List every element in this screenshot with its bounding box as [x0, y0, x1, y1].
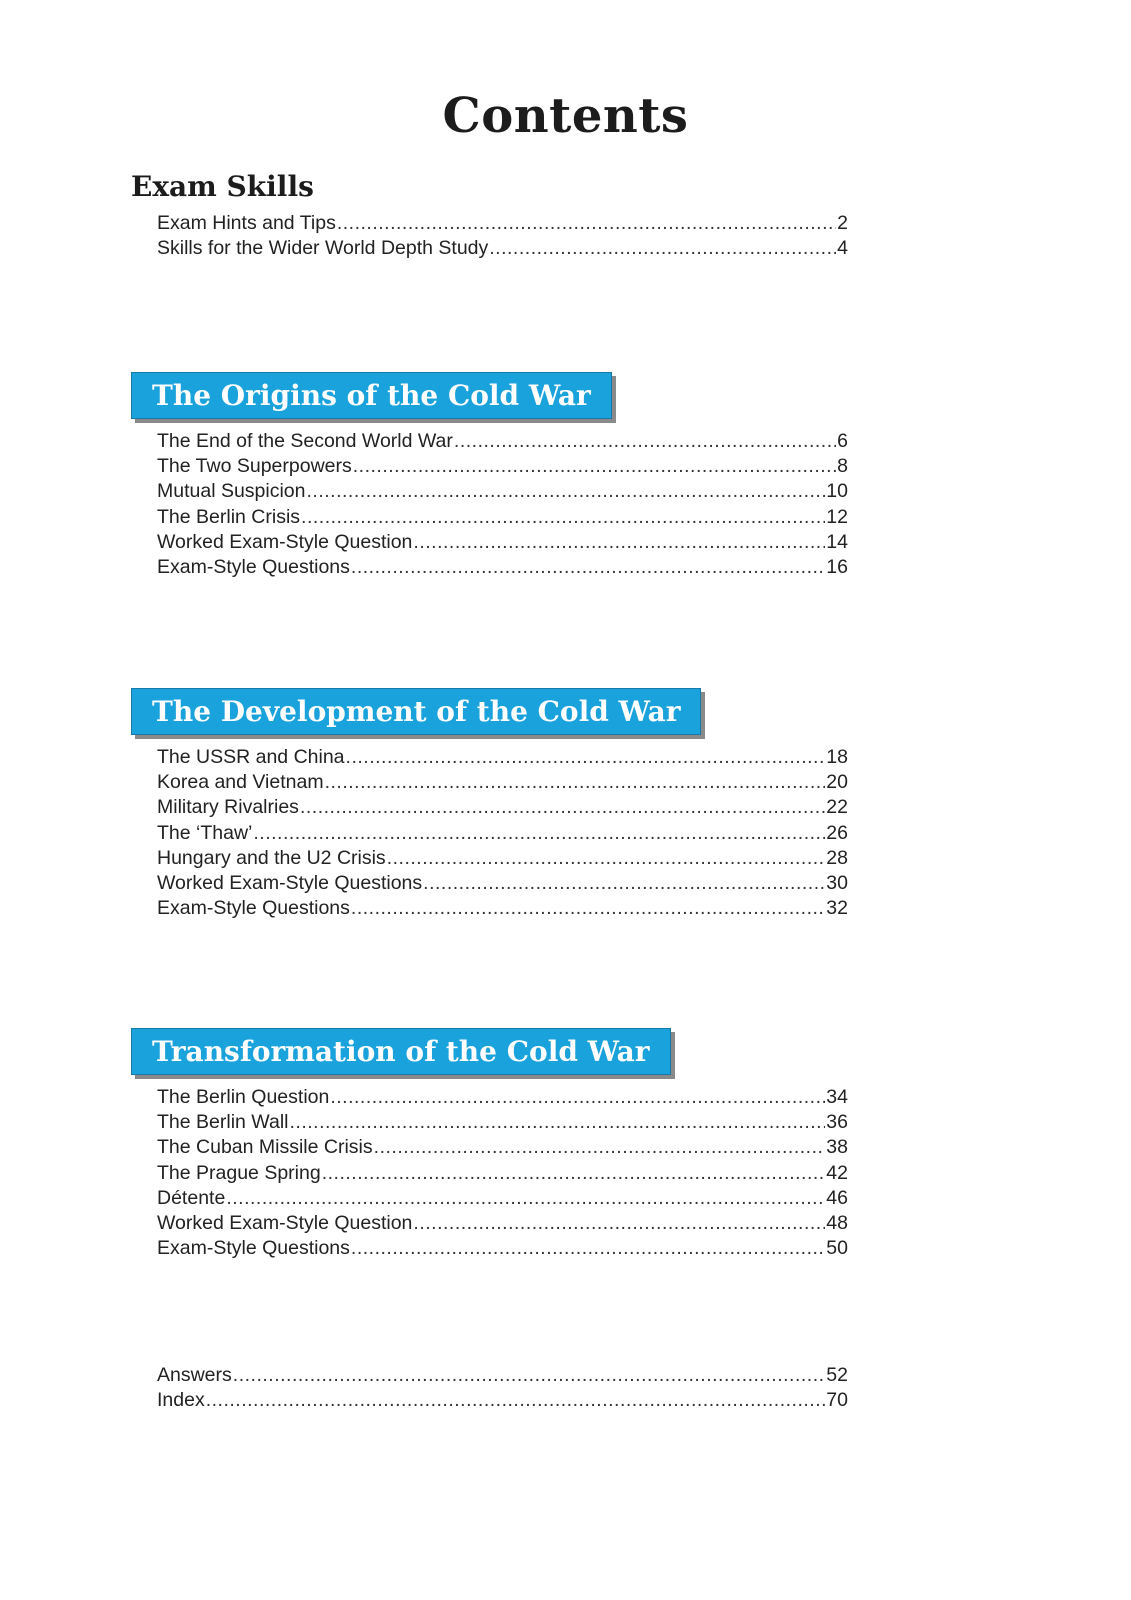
toc-entry[interactable]	[157, 771, 848, 796]
toc-entry-page-number: 4	[837, 237, 848, 260]
toc-entry[interactable]	[157, 1136, 848, 1161]
toc-entry-page-number: 12	[826, 505, 848, 528]
dot-leader	[233, 1364, 826, 1387]
dot-leader	[387, 847, 826, 870]
dot-leader	[322, 1162, 826, 1185]
toc-entry-label: The Berlin Wall	[157, 1111, 289, 1134]
toc-entry-label: Index	[157, 1389, 205, 1412]
toc-entry-page-number: 48	[826, 1211, 848, 1234]
toc-entry[interactable]	[157, 1364, 848, 1389]
toc-entry[interactable]	[157, 455, 848, 480]
toc-entry-page-number: 26	[826, 821, 848, 844]
dot-leader	[337, 212, 836, 235]
dot-leader	[351, 1237, 825, 1260]
toc-entry-page-number: 6	[837, 430, 848, 452]
section-banner-transformation: Transformation of the Cold War	[131, 1028, 671, 1075]
toc-entry-page-number: 30	[826, 871, 848, 894]
page-title: Contents	[442, 88, 689, 144]
toc-entry-label: Answers	[157, 1364, 232, 1386]
toc-entry[interactable]	[157, 847, 848, 872]
toc-entry[interactable]	[157, 1111, 848, 1136]
toc-entry-label: Exam-Style Questions	[157, 897, 350, 920]
toc-entry-label: The Berlin Crisis	[157, 505, 301, 528]
dot-leader	[325, 771, 826, 794]
dot-leader	[346, 746, 826, 769]
toc-entry[interactable]	[157, 1187, 848, 1212]
toc-entry-label: The End of the Second World War	[157, 430, 453, 452]
toc-entry-label: Worked Exam-Style Questions	[157, 871, 423, 894]
toc-entry-label: The Two Superpowers	[157, 455, 352, 478]
dot-leader	[289, 1111, 825, 1134]
toc-entry[interactable]	[157, 480, 848, 505]
toc-entry[interactable]	[157, 796, 848, 821]
toc-entry[interactable]	[157, 237, 848, 262]
toc-entry-label: Military Rivalries	[157, 796, 299, 819]
toc-list-back-matter	[157, 1364, 848, 1414]
section-banner-origins: The Origins of the Cold War	[131, 372, 612, 419]
dot-leader	[206, 1389, 826, 1412]
toc-entry-label: Exam-Style Questions	[157, 555, 350, 578]
toc-entry[interactable]	[157, 430, 848, 455]
dot-leader	[351, 556, 825, 579]
toc-entry-page-number: 50	[826, 1237, 848, 1260]
toc-entry-page-number: 10	[826, 480, 848, 503]
toc-entry-label: The Prague Spring	[157, 1161, 321, 1184]
toc-entry[interactable]	[157, 822, 848, 847]
toc-entry[interactable]	[157, 1162, 848, 1187]
toc-entry-label: The ‘Thaw’	[157, 821, 253, 844]
toc-entry[interactable]	[157, 1086, 848, 1111]
toc-list-origins	[157, 430, 848, 581]
toc-entry-page-number: 32	[826, 897, 848, 920]
toc-entry-label: Exam Hints and Tips	[157, 212, 336, 234]
toc-entry[interactable]	[157, 872, 848, 897]
dot-leader	[351, 897, 825, 920]
toc-entry-page-number: 42	[826, 1161, 848, 1184]
toc-entry-page-number: 18	[826, 746, 848, 768]
toc-list-exam-skills	[157, 212, 848, 262]
toc-entry-page-number: 52	[826, 1364, 848, 1386]
toc-entry-label: Skills for the Wider World Depth Study	[157, 237, 489, 260]
toc-entry-page-number: 22	[826, 796, 848, 819]
toc-entry[interactable]	[157, 506, 848, 531]
toc-entry[interactable]	[157, 531, 848, 556]
toc-entry-label: The Berlin Question	[157, 1086, 330, 1108]
toc-entry-page-number: 34	[826, 1086, 848, 1108]
dot-leader	[489, 237, 836, 260]
toc-entry-label: Korea and Vietnam	[157, 771, 324, 794]
toc-entry-page-number: 14	[826, 530, 848, 553]
toc-entry-label: Exam-Style Questions	[157, 1237, 350, 1260]
toc-entry[interactable]	[157, 1389, 848, 1414]
toc-entry-page-number: 8	[837, 455, 848, 478]
toc-entry-page-number: 38	[826, 1136, 848, 1159]
toc-entry-page-number: 36	[826, 1111, 848, 1134]
toc-list-development	[157, 746, 848, 922]
toc-entry[interactable]	[157, 1237, 848, 1262]
toc-entry-page-number: 28	[826, 846, 848, 869]
dot-leader	[413, 1212, 825, 1235]
toc-entry-page-number: 46	[826, 1186, 848, 1209]
toc-entry-label: Hungary and the U2 Crisis	[157, 846, 386, 869]
dot-leader	[454, 430, 836, 453]
dot-leader	[374, 1136, 826, 1159]
toc-entry-label: The Cuban Missile Crisis	[157, 1136, 373, 1159]
dot-leader	[301, 506, 825, 529]
toc-entry-label: Détente	[157, 1186, 226, 1209]
section-banner-development: The Development of the Cold War	[131, 688, 701, 735]
dot-leader	[300, 796, 825, 819]
toc-entry[interactable]	[157, 1212, 848, 1237]
dot-leader	[330, 1086, 825, 1109]
toc-entry-page-number: 16	[826, 555, 848, 578]
toc-list-transformation	[157, 1086, 848, 1262]
toc-entry-label: Mutual Suspicion	[157, 480, 306, 503]
toc-entry-page-number: 70	[826, 1389, 848, 1412]
section-heading-exam-skills: Exam Skills	[131, 170, 314, 203]
dot-leader	[307, 480, 826, 503]
dot-leader	[413, 531, 825, 554]
toc-entry-page-number: 20	[826, 771, 848, 794]
toc-entry[interactable]	[157, 556, 848, 581]
toc-entry-label: Worked Exam-Style Question	[157, 530, 413, 553]
toc-entry[interactable]	[157, 212, 848, 237]
toc-entry-label: The USSR and China	[157, 746, 345, 768]
toc-entry-page-number: 2	[837, 212, 848, 234]
dot-leader	[253, 822, 825, 845]
dot-leader	[423, 872, 825, 895]
toc-entry[interactable]	[157, 746, 848, 771]
toc-entry-label: Worked Exam-Style Question	[157, 1211, 413, 1234]
toc-entry[interactable]	[157, 897, 848, 922]
dot-leader	[226, 1187, 825, 1210]
dot-leader	[353, 455, 836, 478]
